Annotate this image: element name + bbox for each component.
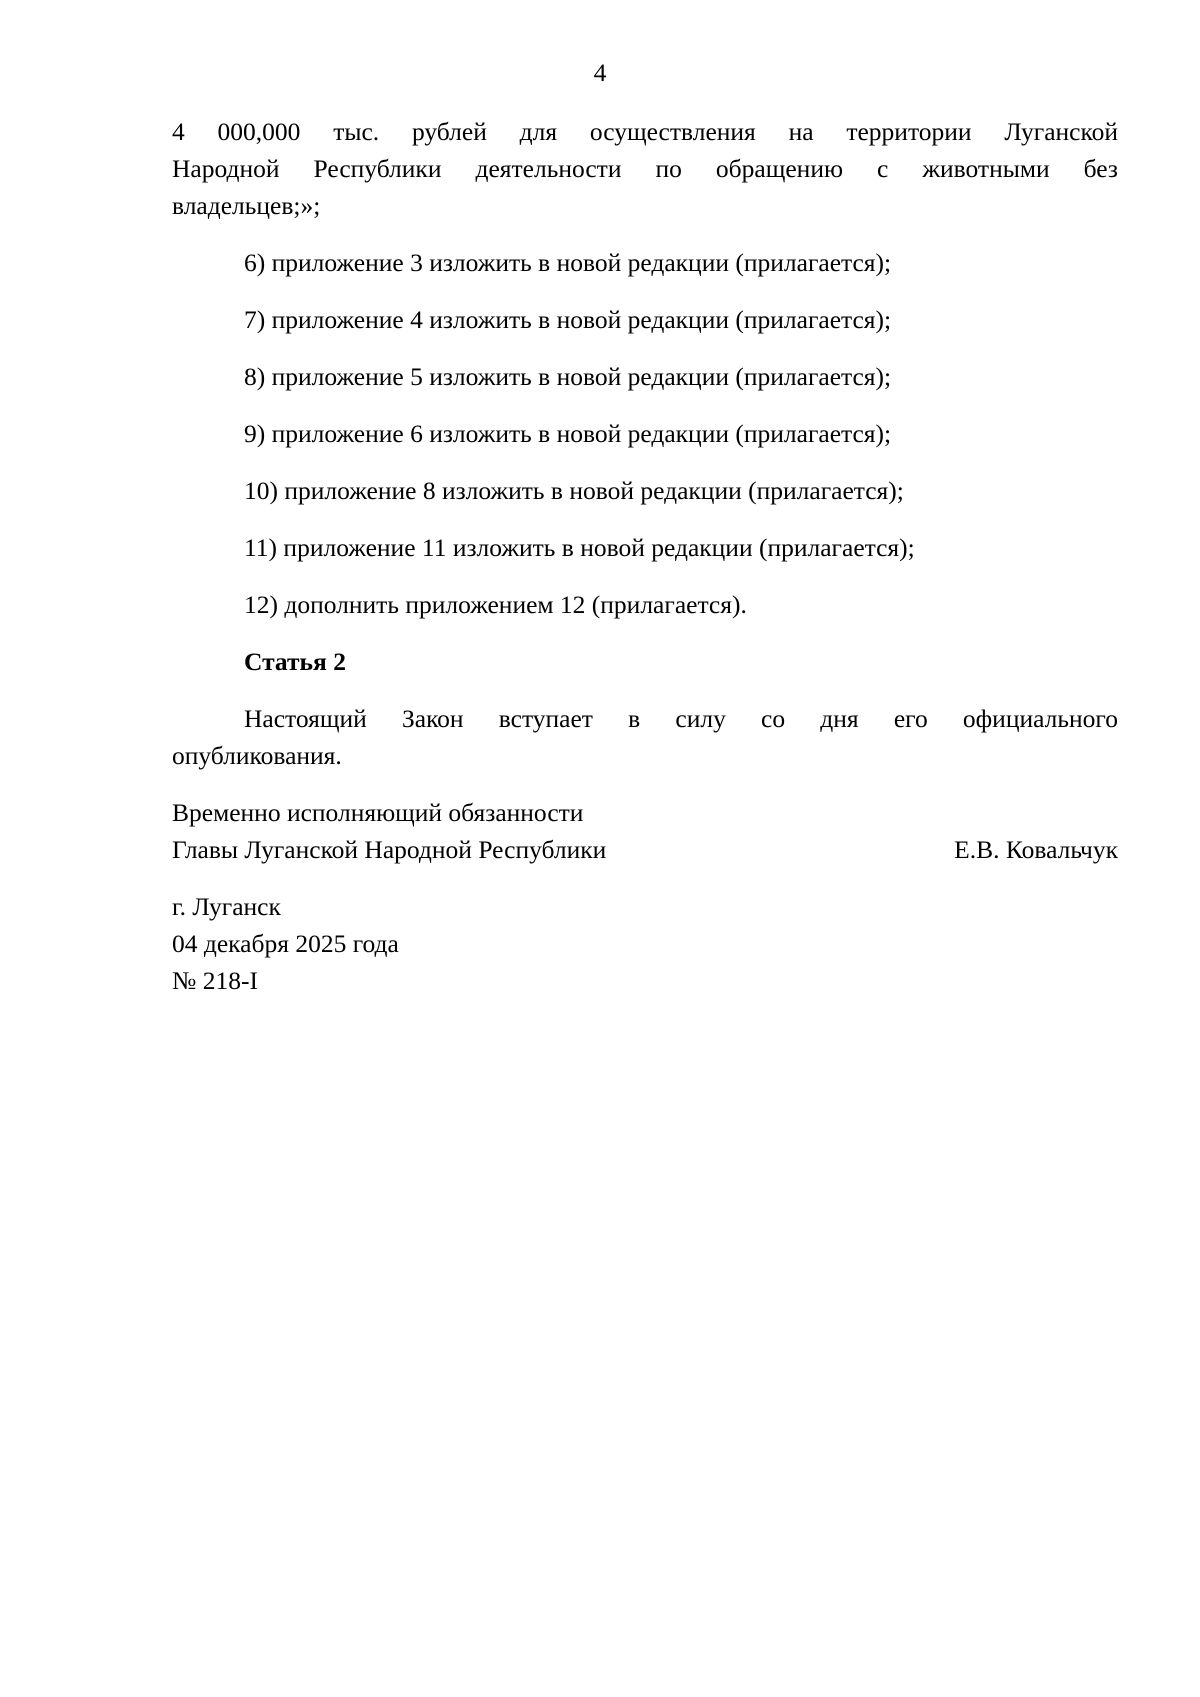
article-heading: Статья 2 [244, 647, 346, 676]
list-item: 7) приложение 4 изложить в новой редакции (прилагается); [244, 305, 892, 334]
article-paragraph [172, 700, 1118, 774]
article-line-2: опубликования. [172, 741, 342, 770]
amendment-list [172, 244, 1118, 623]
document-body [172, 113, 1118, 999]
intro-paragraph [172, 113, 1118, 224]
intro-line-3: владельцев;»; [172, 191, 321, 220]
list-item: 12) дополнить приложением 12 (прилагается). [244, 590, 747, 619]
signatory-name: Е.В. Ковальчук [954, 835, 1118, 864]
law-number: № 218-I [172, 966, 258, 995]
page-number: 4 [593, 58, 607, 87]
signatory-title-line-1: Временно исполняющий обязанности [172, 798, 584, 827]
article-line-1: Настоящий Закон вступает в силу со дня его официального [244, 704, 1118, 733]
list-item: 9) приложение 6 изложить в новой редакции (прилагается); [244, 419, 892, 448]
place-date-block [172, 888, 1118, 999]
signatory-title-line-2: Главы Луганской Народной Республики [172, 835, 607, 864]
signature-block [172, 794, 1118, 868]
list-item: 10) приложение 8 изложить в новой редакции (прилагается); [244, 476, 904, 505]
date: 04 декабря 2025 года [172, 929, 399, 958]
signature-row [172, 831, 1118, 868]
list-item: 11) приложение 11 изложить в новой редакции (прилагается); [244, 533, 915, 562]
city: г. Луганск [172, 892, 281, 921]
intro-line-2: Народной Республики деятельности по обращению с животными без [172, 154, 1118, 183]
list-item: 6) приложение 3 изложить в новой редакции (прилагается); [244, 248, 892, 277]
list-item: 8) приложение 5 изложить в новой редакции (прилагается); [244, 362, 892, 391]
intro-line-1: 4 000,000 тыс. рублей для осуществления на территории Луганской [172, 117, 1118, 146]
